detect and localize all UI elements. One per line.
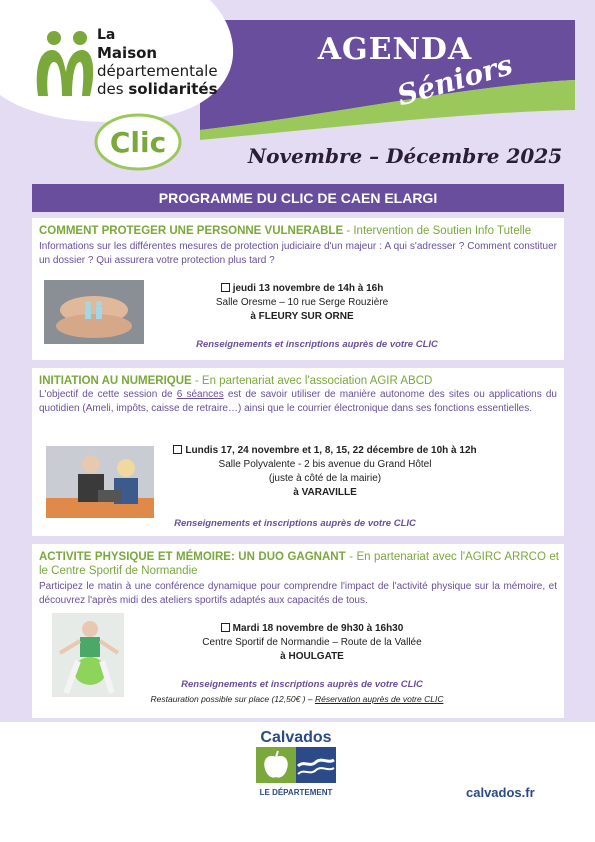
checkbox-icon	[221, 623, 230, 632]
event-3-restauration: Restauration possible sur place (12,50€ ) – Réservation auprès de votre CLIC	[150, 694, 444, 704]
event-3-title: ACTIVITE PHYSIQUE ET MÉMOIRE: UN DUO GAGNANT - En partenariat avec l'AGIRC ARRCO et le Centre Sportif de Normandie	[39, 551, 559, 577]
logo-line-3: départementale	[97, 62, 218, 80]
event-1-title: COMMENT PROTEGER UNE PERSONNE VULNERABLE - Intervention de Soutien Info Tutelle	[39, 225, 532, 237]
event-2-venue: Salle Polyvalente - 2 bis avenue du Grand Hôtel	[218, 459, 432, 470]
event-2-description: L'objectif de cette session de 6 séances est de savoir utiliser de manière autonome des sites ou applications du quotidien (Ameli, impôts, caisse de retraire…) ainsi que le courrier électronique dans ses fonctions essentielles.	[39, 389, 557, 414]
event-2-info	[160, 444, 490, 500]
calvados-url-link[interactable]: calvados.fr	[466, 785, 535, 800]
event-2-venue-note: (juste à côté de la mairie)	[268, 473, 382, 484]
event-card-1	[32, 218, 564, 360]
event-3-date-row: Mardi 18 novembre de 9h30 à 16h30	[162, 622, 462, 636]
event-3-town: à HOULGATE	[280, 651, 344, 662]
clic-logo	[94, 112, 184, 172]
event-2-town: à VARAVILLE	[293, 487, 357, 498]
hands-protection-photo	[44, 280, 144, 344]
fitness-ball-photo	[52, 613, 124, 697]
logo-line-1: La	[97, 27, 116, 43]
checkbox-icon	[221, 283, 230, 292]
event-1-info	[152, 282, 452, 324]
event-1-town: à FLEURY SUR ORNE	[250, 311, 354, 322]
event-2-title: INITIATION AU NUMERIQUE - En partenariat avec l'association AGIR ABCD	[39, 375, 433, 387]
event-2-date-row: Lundis 17, 24 novembre et 1, 8, 15, 22 décembre de 10h à 12h	[160, 444, 490, 458]
event-3-registration: Renseignements et inscriptions auprès de votre CLIC	[181, 679, 423, 690]
event-1-date-row: jeudi 13 novembre de 14h à 16h	[152, 282, 452, 296]
maison-solidarites-logo	[0, 0, 250, 180]
department-label: LE DÉPARTEMENT	[259, 788, 333, 797]
clic-label: Clic	[109, 126, 167, 159]
program-banner: PROGRAMME DU CLIC DE CAEN ELARGI	[32, 184, 564, 212]
event-3-description: Participez le matin à une conférence dynamique pour comprendre l'impact de l'activité physique sur la mémoire, et découvrez l'après midi des ateliers sportifs adaptés aux capacités de tous.	[39, 581, 557, 606]
event-1-description: Informations sur les différentes mesures de protection judiciaire d'un majeur : A qui s'adresser ? Comment constituer un dossier ? Qui assurera votre protection plus tard ?	[39, 241, 557, 266]
reservation-link: Réservation auprès de votre CLIC	[314, 694, 444, 704]
event-2-registration: Renseignements et inscriptions auprès de votre CLIC	[174, 518, 416, 529]
calvados-logo	[246, 722, 346, 800]
logo-line-4: des solidarités	[97, 80, 218, 98]
agenda-subtitle: Séniors	[393, 48, 517, 113]
event-1-venue: Salle Oresme – 10 rue Serge Rouzière	[215, 297, 389, 308]
event-3-info	[162, 622, 462, 664]
logo-text	[97, 26, 218, 98]
calvados-label: Calvados	[260, 729, 332, 746]
event-card-3	[32, 544, 564, 718]
period-title: Novembre – Décembre 2025	[247, 144, 563, 168]
event-1-registration: Renseignements et inscriptions auprès de votre CLIC	[196, 339, 438, 350]
logo-line-2: Maison	[97, 44, 158, 62]
seniors-computer-photo	[46, 446, 154, 518]
sessions-link: 6 séances	[176, 389, 224, 400]
checkbox-icon	[173, 445, 182, 454]
agenda-title: AGENDA	[317, 32, 473, 67]
event-3-venue: Centre Sportif de Normandie – Route de la Vallée	[202, 637, 422, 648]
event-card-2	[32, 368, 564, 536]
